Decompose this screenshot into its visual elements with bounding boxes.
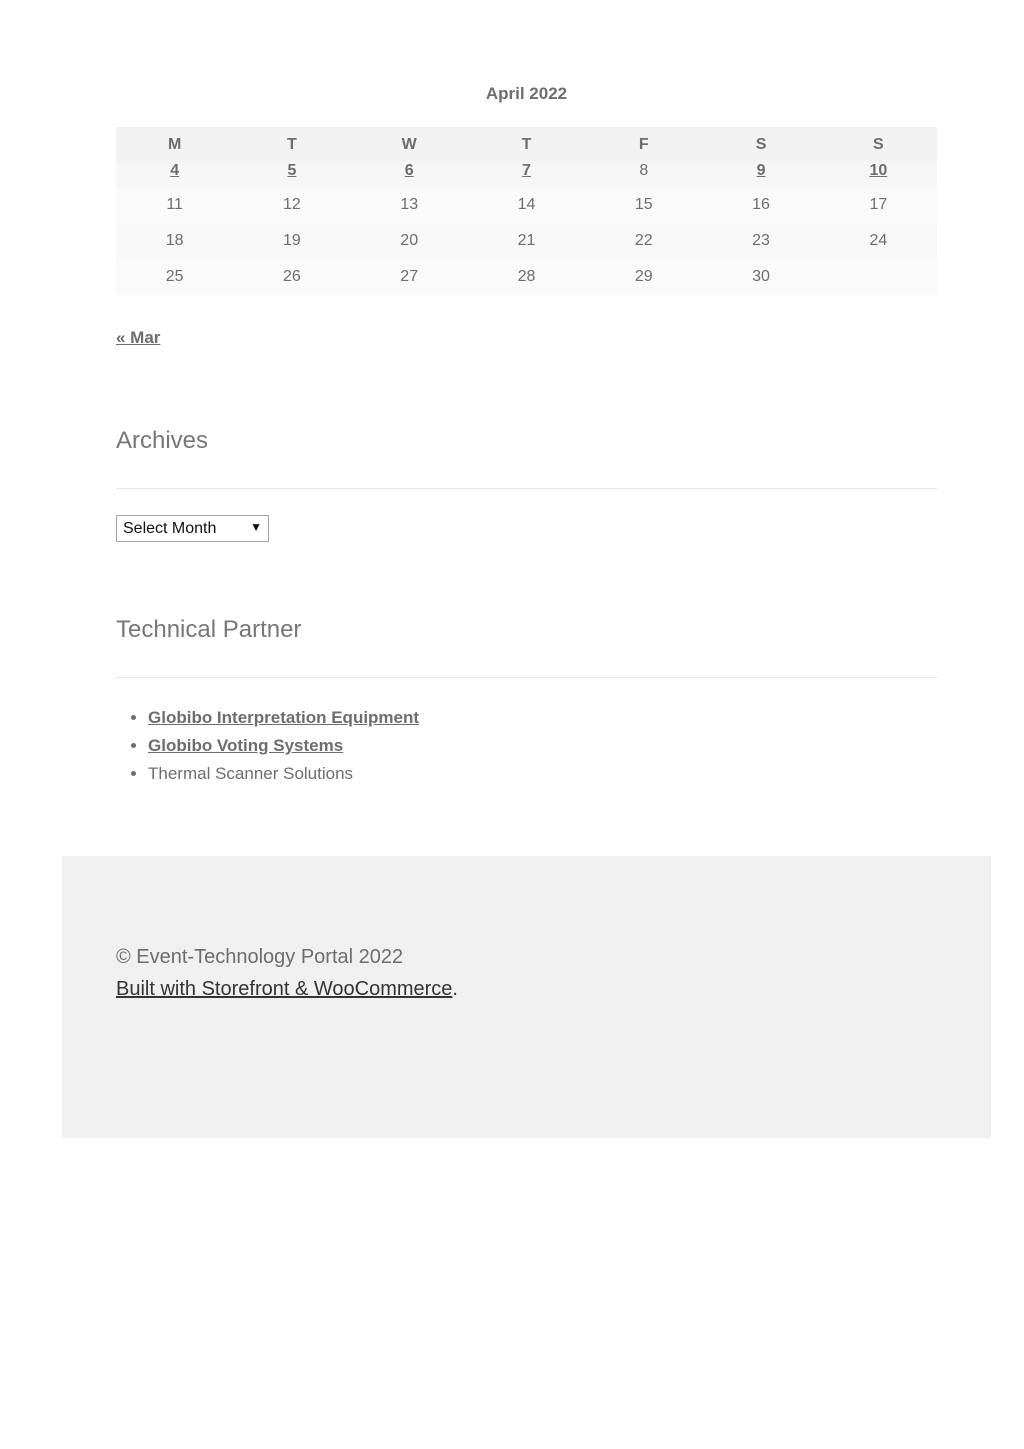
credit-suffix: . [452,978,458,1000]
calendar-body [116,162,937,295]
calendar-day: 18 [165,232,184,249]
technical-partner-item: • Thermal Scanner Solutions [148,761,419,789]
calendar-day: 17 [869,196,888,213]
technical-partner-item[interactable] [148,733,419,761]
calendar-day-link[interactable]: 6 [404,162,414,179]
calendar-day: 25 [165,268,184,285]
weekday-header: S [873,135,884,153]
calendar-caption: April 2022 [485,84,568,103]
weekday-header: F [638,135,649,153]
calendar-day: 27 [400,268,419,285]
calendar-day: 16 [752,196,770,213]
calendar-day: 21 [517,232,536,249]
calendar-day-link[interactable]: 7 [522,162,531,179]
calendar-week-row [116,223,937,259]
calendar-week-row [116,162,937,187]
technical-partner-link[interactable]: Globibo Voting Systems [148,736,344,755]
calendar-day: 12 [283,196,301,213]
weekday-header: M [167,135,182,153]
calendar-day: 30 [752,268,770,285]
archives-select-value: Select Month [123,519,217,537]
calendar-day: 8 [639,162,649,179]
calendar-day: 13 [400,196,419,213]
weekday-header: W [401,135,417,153]
calendar-day: 14 [517,196,536,213]
calendar-day: 24 [869,232,888,249]
weekday-header: T [287,135,297,153]
archives-divider [116,488,937,489]
calendar-day: 20 [400,232,419,249]
archives-month-select[interactable] [116,515,269,542]
footer-credit [116,978,458,1001]
calendar-week-row [116,187,937,223]
calendar-day-link[interactable]: 9 [756,162,766,179]
calendar-day-link[interactable]: 10 [869,162,888,179]
technical-partner-link[interactable]: Globibo Interpretation Equipment [148,708,420,727]
calendar-day[interactable] [468,162,585,187]
calendar-prev-month-link[interactable]: « Mar [116,328,161,347]
storefront-credit-link[interactable]: Built with Storefront & WooCommerce [116,978,453,1000]
technical-partner-divider [116,677,937,678]
weekday-header: S [755,135,767,153]
calendar-day: 19 [283,232,301,249]
calendar-week-row [116,259,937,295]
triangle-down-icon: ▼ [250,520,262,534]
calendar-day-link[interactable]: 4 [170,162,180,179]
calendar-day[interactable] [351,162,468,187]
calendar-day[interactable] [116,162,233,187]
calendar-table [116,127,937,295]
calendar-day: 29 [634,268,653,285]
weekday-header: T [521,135,532,153]
calendar-day: 22 [634,232,653,249]
archives-title: Archives [116,427,209,454]
calendar-day: 15 [634,196,653,213]
calendar-day[interactable] [702,162,819,187]
technical-partner-item[interactable] [148,705,419,733]
calendar-day: 11 [166,196,183,213]
calendar-day-link[interactable]: 5 [287,162,297,179]
calendar-day: 26 [283,268,301,285]
calendar-weekday-row [116,127,937,162]
calendar-day[interactable] [233,162,350,187]
technical-partner-title: Technical Partner [116,616,302,643]
calendar-day [820,259,937,295]
calendar-day[interactable] [820,162,937,187]
calendar-day: 28 [517,268,536,285]
footer-copyright: © Event-Technology Portal 2022 [116,946,404,968]
calendar-day: 23 [752,232,770,249]
technical-partner-list [116,705,419,789]
